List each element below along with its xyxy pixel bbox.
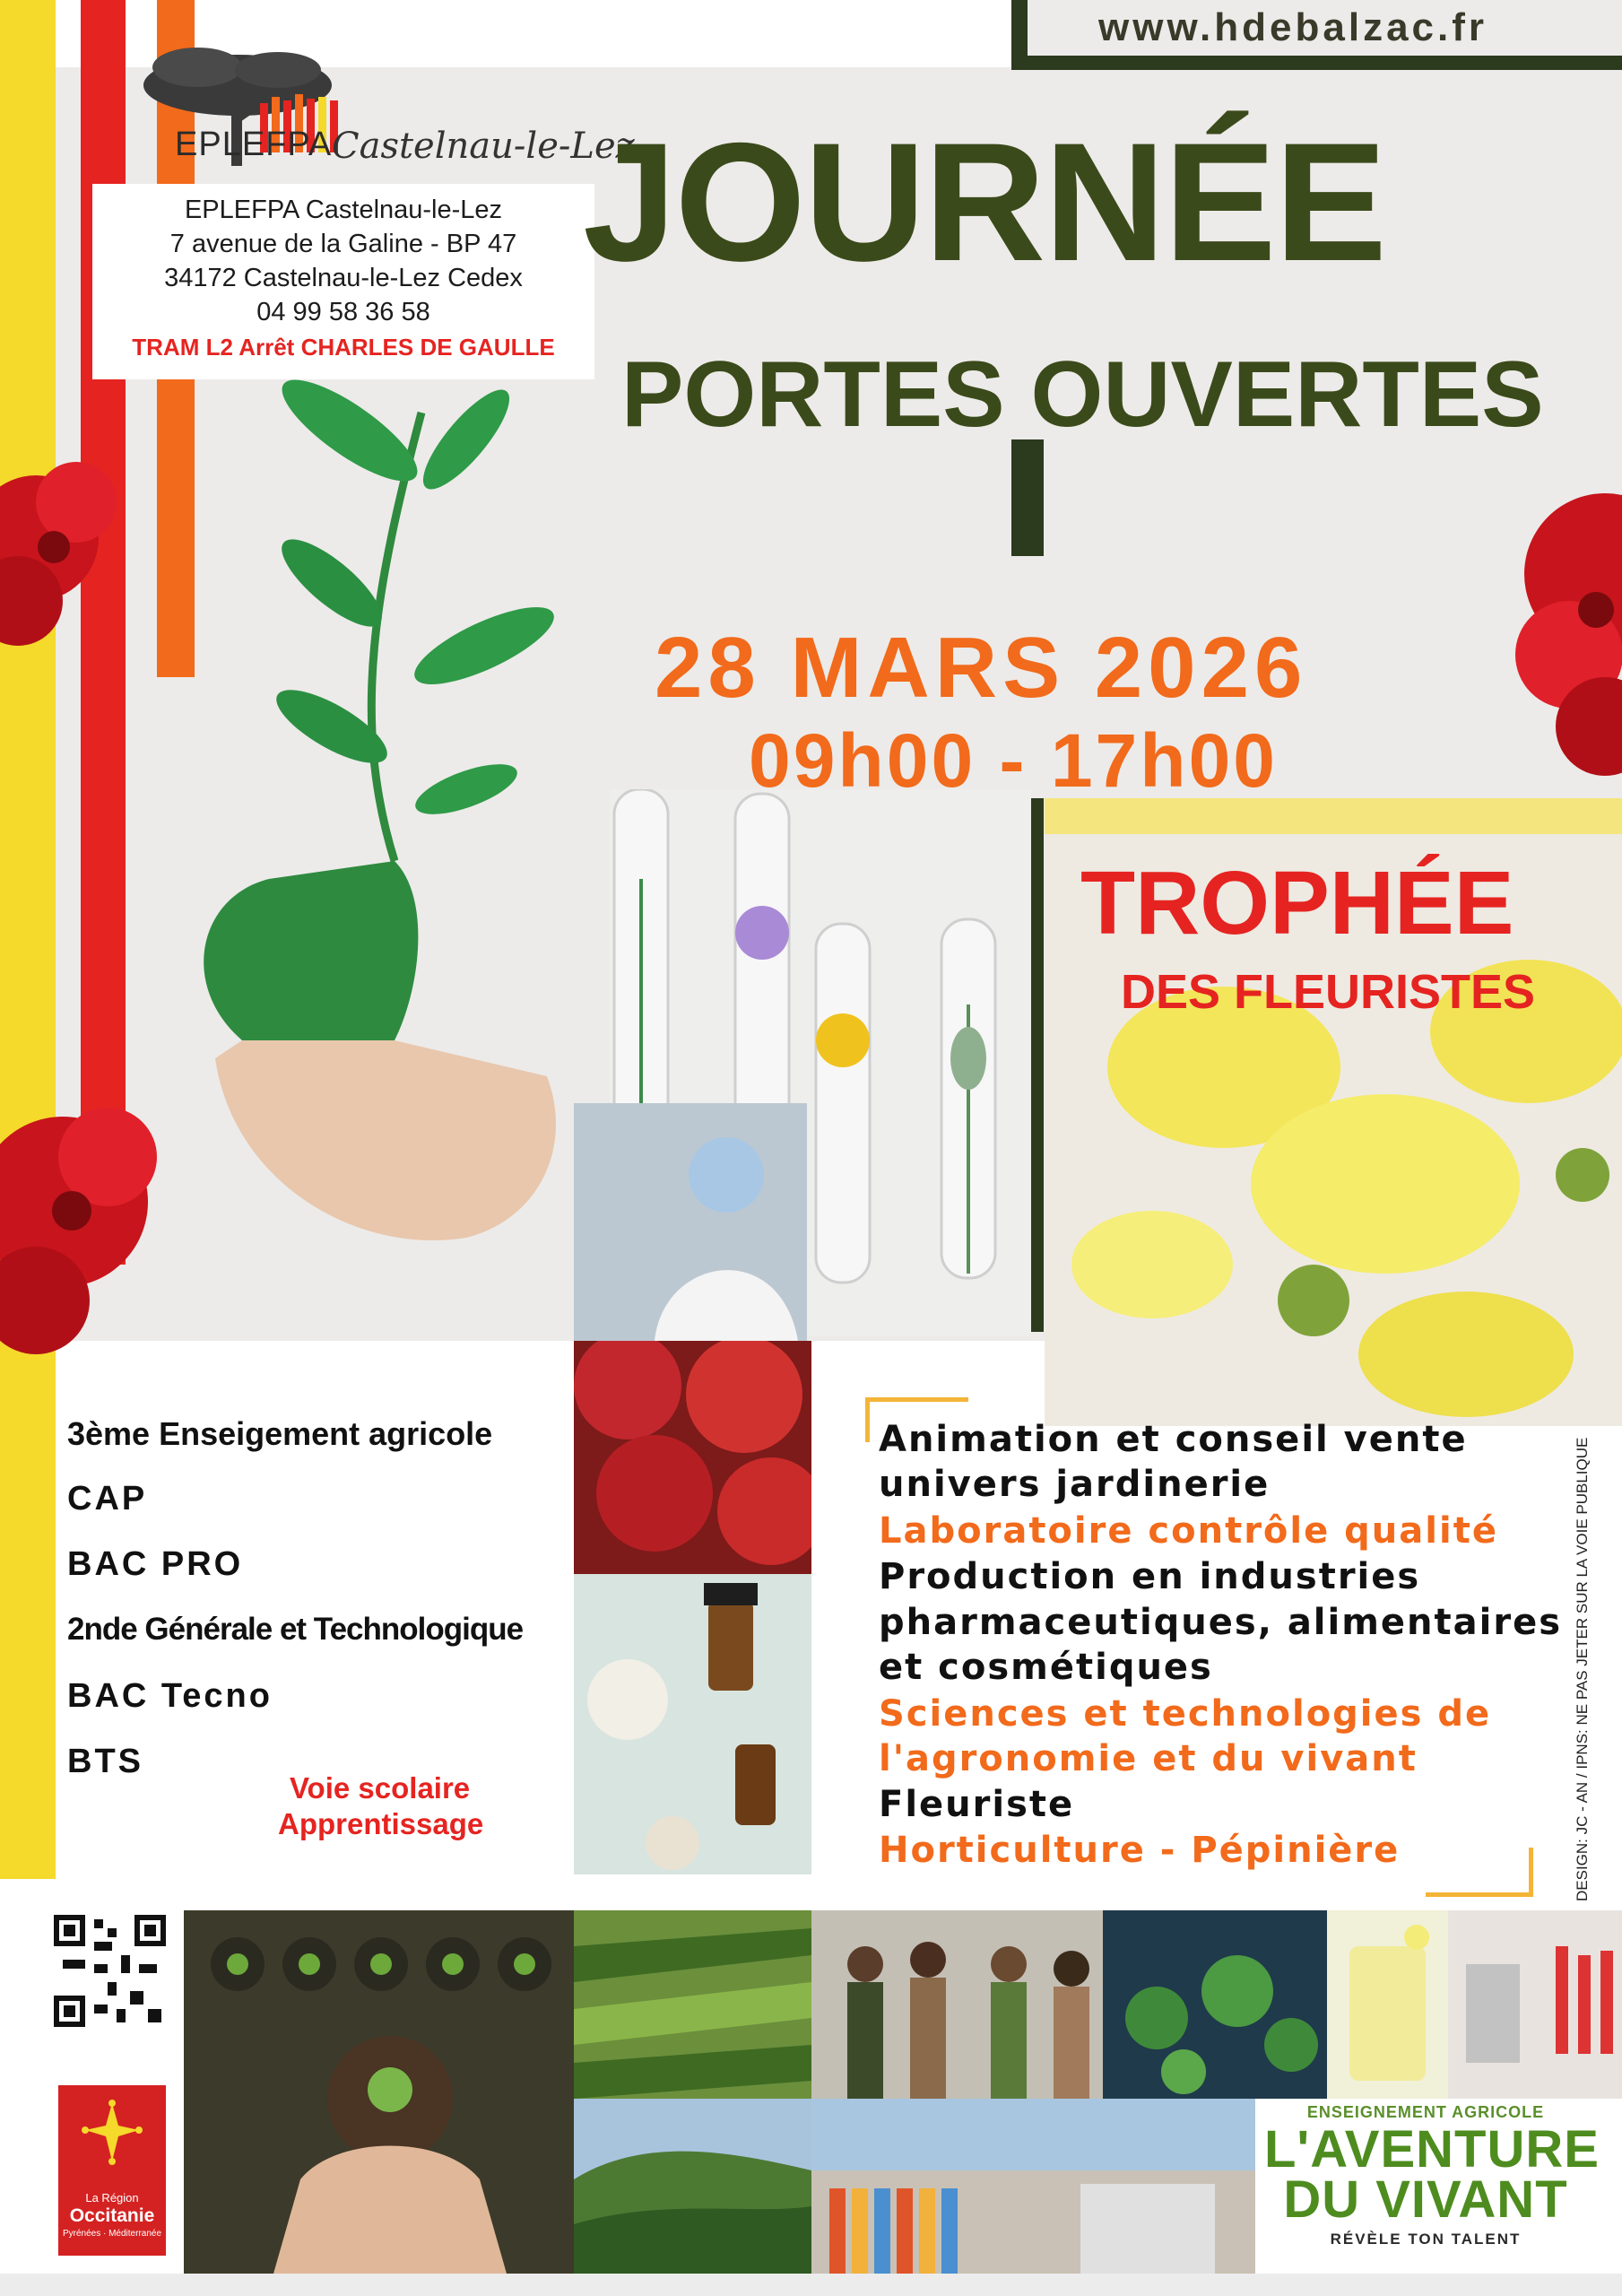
occitanie-cross-icon bbox=[81, 2099, 143, 2179]
diploma-item: 3ème Enseigement agricole bbox=[67, 1415, 493, 1452]
design-note: DESIGN: JC - AN / IPNS: NE PAS JETER SUR LA VOIE PUBLIQUE bbox=[1574, 1437, 1591, 1901]
course-item: Production en industries bbox=[879, 1556, 1421, 1597]
red-flower-left-top bbox=[0, 422, 126, 691]
apples-photo bbox=[574, 1341, 811, 1574]
pond-plants-photo bbox=[1103, 1910, 1327, 2099]
hand-with-plant-image bbox=[126, 359, 592, 1336]
course-item: Animation et conseil vente bbox=[879, 1419, 1468, 1460]
pathway-apprentissage: Apprentissage bbox=[278, 1807, 484, 1840]
course-item: Laboratoire contrôle qualité bbox=[879, 1510, 1498, 1552]
diploma-item: BAC Tecno bbox=[67, 1677, 273, 1715]
course-item: et cosmétiques bbox=[879, 1647, 1213, 1688]
event-hours: 09h00 - 17h00 bbox=[749, 718, 1279, 803]
diploma-item: CAP bbox=[67, 1480, 148, 1518]
course-item: Fleuriste bbox=[879, 1784, 1075, 1825]
frame-line-mid bbox=[1011, 439, 1044, 556]
diploma-item: 2nde Générale et Technologique bbox=[67, 1612, 524, 1647]
diploma-item: BAC PRO bbox=[67, 1545, 244, 1583]
school-campus-photo bbox=[811, 2099, 1255, 2274]
seedlings-hands-photo bbox=[184, 1910, 574, 2274]
hills-landscape-photo bbox=[574, 2099, 811, 2274]
design-note-container bbox=[1574, 1437, 1600, 1901]
juice-glass-photo bbox=[1327, 1910, 1448, 2099]
cosmetics-photo bbox=[574, 1574, 811, 1874]
region-name: Occitanie bbox=[69, 2205, 155, 2226]
address-line-3: 34172 Castelnau-le-Lez Cedex bbox=[164, 264, 523, 292]
laboratory-photo bbox=[1448, 1910, 1622, 2099]
region-label: La Région bbox=[85, 2191, 139, 2205]
course-item: univers jardinerie bbox=[879, 1464, 1271, 1505]
tram-info: TRAM L2 Arrêt CHARLES DE GAULLE bbox=[132, 334, 555, 361]
logo-script: Castelnau-le-Lez bbox=[332, 126, 635, 167]
florists-workshop-photo bbox=[811, 1910, 1103, 2099]
course-item: Horticulture - Pépinière bbox=[879, 1830, 1401, 1871]
bracket-bottom-right bbox=[1426, 1848, 1533, 1897]
page-title: JOURNÉE bbox=[583, 108, 1385, 296]
trophy-subtitle: DES FLEURISTES bbox=[1121, 965, 1536, 1019]
region-occitanie-logo bbox=[58, 2085, 166, 2256]
address-line-1: EPLEFPA Castelnau-le-Lez bbox=[184, 196, 503, 224]
course-item: l'agronomie et du vivant bbox=[879, 1738, 1418, 1779]
pathway-scolaire: Voie scolaire bbox=[290, 1771, 471, 1805]
page-subtitle: PORTES OUVERTES bbox=[621, 343, 1544, 447]
bottom-band bbox=[0, 2274, 1622, 2296]
logo-text: EPLEFPA bbox=[175, 126, 333, 163]
region-subtitle: Pyrénées · Méditerranée bbox=[62, 2229, 162, 2239]
red-flower-right bbox=[1515, 430, 1622, 807]
frame-line-top-horizontal bbox=[1011, 56, 1622, 70]
aventure-top-label: ENSEIGNEMENT AGRICOLE bbox=[1306, 2103, 1545, 2121]
aventure-tagline: RÉVÈLE TON TALENT bbox=[1330, 2231, 1522, 2248]
address-line-2: 7 avenue de la Galine - BP 47 bbox=[169, 230, 517, 258]
course-item: pharmaceutiques, alimentaires bbox=[879, 1602, 1563, 1643]
crop-field-photo bbox=[574, 1910, 811, 2099]
aventure-line-1: L'AVENTURE bbox=[1264, 2120, 1600, 2179]
event-date: 28 MARS 2026 bbox=[655, 620, 1308, 716]
aventure-line-2: DU VIVANT bbox=[1283, 2170, 1568, 2229]
phone-number: 04 99 58 36 58 bbox=[256, 298, 430, 326]
website-url[interactable]: www.hdebalzac.fr bbox=[1098, 5, 1488, 49]
yellow-stripe bbox=[0, 0, 56, 1879]
trophy-title: TROPHÉE bbox=[1080, 853, 1514, 953]
address-box bbox=[92, 184, 594, 379]
aventure-du-vivant-logo bbox=[1264, 2103, 1600, 2265]
lab-worker-photo bbox=[574, 1103, 807, 1341]
diploma-item: BTS bbox=[67, 1743, 143, 1780]
course-item: Sciences et technologies de bbox=[879, 1693, 1492, 1735]
qr-code-icon[interactable] bbox=[54, 1915, 166, 2027]
